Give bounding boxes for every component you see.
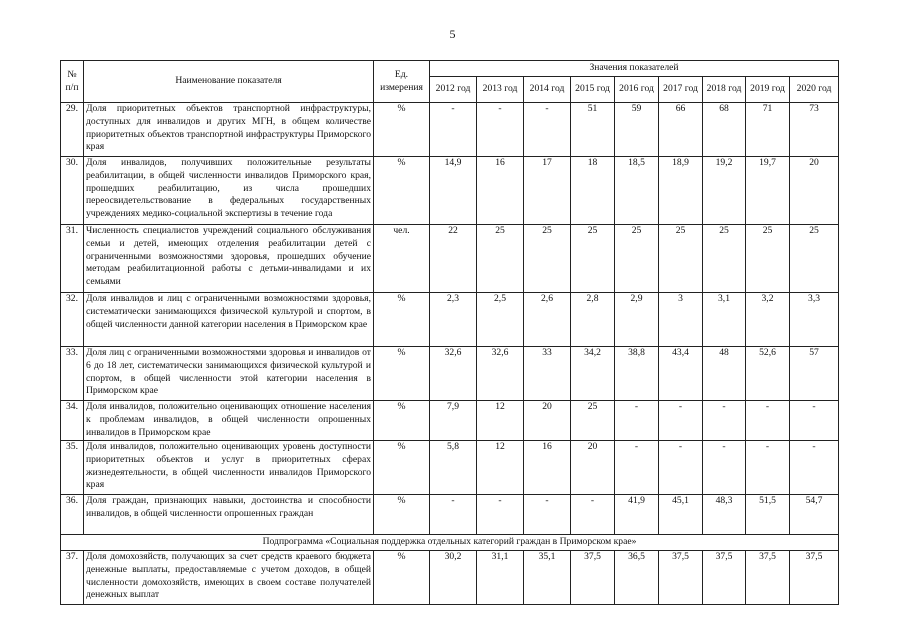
value-cell: - bbox=[477, 495, 524, 535]
value-cell: 25 bbox=[524, 225, 571, 293]
table-row bbox=[61, 441, 839, 495]
value-cell: 51,5 bbox=[746, 495, 790, 535]
table-row bbox=[61, 401, 839, 441]
header-year: 2020 год bbox=[790, 77, 839, 103]
table-row bbox=[61, 157, 839, 225]
value-cell: 3 bbox=[659, 293, 703, 347]
table-row bbox=[61, 347, 839, 401]
value-cell: 16 bbox=[524, 441, 571, 495]
row-number: 35. bbox=[61, 441, 84, 495]
header-name: Наименование показателя bbox=[84, 61, 374, 103]
value-cell: 37,5 bbox=[790, 551, 839, 605]
value-cell: 16 bbox=[477, 157, 524, 225]
indicator-name: Доля приоритетных объектов транспортной инфраструктуры, доступных для инвалидов и других МГН, в общем количестве приоритетных объектов транспортной инфраструктуры Приморского края bbox=[84, 103, 374, 157]
value-cell: 32,6 bbox=[477, 347, 524, 401]
value-cell: 36,5 bbox=[615, 551, 659, 605]
value-cell: - bbox=[524, 495, 571, 535]
unit-cell: % bbox=[374, 103, 430, 157]
value-cell: 2,5 bbox=[477, 293, 524, 347]
value-cell: - bbox=[746, 401, 790, 441]
value-cell: 48,3 bbox=[703, 495, 746, 535]
value-cell: 25 bbox=[746, 225, 790, 293]
value-cell: - bbox=[430, 103, 477, 157]
value-cell: 18,9 bbox=[659, 157, 703, 225]
value-cell: 41,9 bbox=[615, 495, 659, 535]
header-year: 2015 год bbox=[571, 77, 615, 103]
indicator-name: Доля инвалидов, получивших положительные результаты реабилитации, в общей численности инвалидов Приморского края, прошедших реабилитацию, из числа прошедших переосвидетельствование в федеральных государственных учреждениях медико-социальной экспертизы в течение года bbox=[84, 157, 374, 225]
value-cell: 17 bbox=[524, 157, 571, 225]
unit-cell: % bbox=[374, 293, 430, 347]
header-year: 2013 год bbox=[477, 77, 524, 103]
value-cell: 66 bbox=[659, 103, 703, 157]
unit-cell: % bbox=[374, 551, 430, 605]
row-number: 34. bbox=[61, 401, 84, 441]
value-cell: 32,6 bbox=[430, 347, 477, 401]
value-cell: 2,3 bbox=[430, 293, 477, 347]
value-cell: - bbox=[659, 441, 703, 495]
indicator-name: Доля домохозяйств, получающих за счет средств краевого бюджета денежные выплаты, предоставляемые с учетом доходов, в общей численности домохозяйств, имеющих в своем составе получателей денежных выплат bbox=[84, 551, 374, 605]
value-cell: 3,3 bbox=[790, 293, 839, 347]
value-cell: 3,1 bbox=[703, 293, 746, 347]
table-row bbox=[61, 293, 839, 347]
value-cell: - bbox=[430, 495, 477, 535]
value-cell: 25 bbox=[790, 225, 839, 293]
table-row bbox=[61, 495, 839, 535]
indicator-name: Доля граждан, признающих навыки, достоинства и способности инвалидов, в общей численности опрошенных граждан bbox=[84, 495, 374, 535]
value-cell: 73 bbox=[790, 103, 839, 157]
indicator-name: Доля инвалидов и лиц с ограниченными возможностями здоровья, систематически занимающихся физической культурой и спортом, в общей численности данной категории населения в Приморском крае bbox=[84, 293, 374, 347]
value-cell: - bbox=[703, 441, 746, 495]
value-cell: 37,5 bbox=[659, 551, 703, 605]
unit-cell: чел. bbox=[374, 225, 430, 293]
value-cell: 34,2 bbox=[571, 347, 615, 401]
value-cell: - bbox=[615, 401, 659, 441]
row-number: 36. bbox=[61, 495, 84, 535]
subprogram-title: Подпрограмма «Социальная поддержка отдельных категорий граждан в Приморском крае» bbox=[61, 535, 839, 551]
value-cell: 2,9 bbox=[615, 293, 659, 347]
value-cell: 25 bbox=[477, 225, 524, 293]
value-cell: 45,1 bbox=[659, 495, 703, 535]
value-cell: 5,8 bbox=[430, 441, 477, 495]
table-row bbox=[61, 103, 839, 157]
value-cell: 25 bbox=[571, 401, 615, 441]
indicators-table bbox=[60, 60, 839, 605]
value-cell: 37,5 bbox=[571, 551, 615, 605]
value-cell: 19,7 bbox=[746, 157, 790, 225]
value-cell: 68 bbox=[703, 103, 746, 157]
indicator-name: Доля лиц с ограниченными возможностями здоровья и инвалидов от 6 до 18 лет, систематически занимающихся физической культурой и спортом, в общей численности этой категории населения в Приморском крае bbox=[84, 347, 374, 401]
value-cell: 18,5 bbox=[615, 157, 659, 225]
value-cell: 30,2 bbox=[430, 551, 477, 605]
header-unit: Ед. измерения bbox=[374, 61, 430, 103]
value-cell: 59 bbox=[615, 103, 659, 157]
value-cell: 33 bbox=[524, 347, 571, 401]
value-cell: 20 bbox=[790, 157, 839, 225]
value-cell: - bbox=[477, 103, 524, 157]
value-cell: 20 bbox=[524, 401, 571, 441]
value-cell: 35,1 bbox=[524, 551, 571, 605]
page-number: 5 bbox=[449, 27, 456, 41]
row-number: 33. bbox=[61, 347, 84, 401]
table-row bbox=[61, 225, 839, 293]
indicator-name: Численность специалистов учреждений социального обслуживания семьи и детей, имеющих отделения реабилитации детей с ограниченными возможностями здоровья, прошедших обучение методам реабилитационной работы с детьми-инвалидами и их семьями bbox=[84, 225, 374, 293]
value-cell: 7,9 bbox=[430, 401, 477, 441]
value-cell: - bbox=[659, 401, 703, 441]
row-number: 32. bbox=[61, 293, 84, 347]
header-year: 2014 год bbox=[524, 77, 571, 103]
value-cell: - bbox=[571, 495, 615, 535]
value-cell: - bbox=[790, 441, 839, 495]
value-cell: 38,8 bbox=[615, 347, 659, 401]
value-cell: 54,7 bbox=[790, 495, 839, 535]
value-cell: 31,1 bbox=[477, 551, 524, 605]
value-cell: 57 bbox=[790, 347, 839, 401]
value-cell: 2,8 bbox=[571, 293, 615, 347]
value-cell: - bbox=[615, 441, 659, 495]
value-cell: 51 bbox=[571, 103, 615, 157]
value-cell: 19,2 bbox=[703, 157, 746, 225]
unit-cell: % bbox=[374, 157, 430, 225]
value-cell: 2,6 bbox=[524, 293, 571, 347]
header-year: 2017 год bbox=[659, 77, 703, 103]
value-cell: - bbox=[746, 441, 790, 495]
header-values-title: Значения показателей bbox=[430, 61, 839, 77]
value-cell: 43,4 bbox=[659, 347, 703, 401]
indicator-name: Доля инвалидов, положительно оценивающих отношение населения к проблемам инвалидов, в общей численности опрошенных инвалидов в Приморском крае bbox=[84, 401, 374, 441]
value-cell: - bbox=[790, 401, 839, 441]
unit-cell: % bbox=[374, 401, 430, 441]
value-cell: 25 bbox=[703, 225, 746, 293]
header-year: 2019 год bbox=[746, 77, 790, 103]
value-cell: 37,5 bbox=[746, 551, 790, 605]
subprogram-row bbox=[61, 535, 839, 551]
header-num: № п/п bbox=[61, 61, 84, 103]
unit-cell: % bbox=[374, 347, 430, 401]
value-cell: 22 bbox=[430, 225, 477, 293]
header-year: 2012 год bbox=[430, 77, 477, 103]
value-cell: 3,2 bbox=[746, 293, 790, 347]
row-number: 37. bbox=[61, 551, 84, 605]
header-year: 2018 год bbox=[703, 77, 746, 103]
value-cell: 25 bbox=[615, 225, 659, 293]
header-year: 2016 год bbox=[615, 77, 659, 103]
value-cell: 12 bbox=[477, 401, 524, 441]
value-cell: 25 bbox=[571, 225, 615, 293]
row-number: 31. bbox=[61, 225, 84, 293]
value-cell: 48 bbox=[703, 347, 746, 401]
value-cell: 18 bbox=[571, 157, 615, 225]
table-row bbox=[61, 551, 839, 605]
value-cell: 20 bbox=[571, 441, 615, 495]
value-cell: 25 bbox=[659, 225, 703, 293]
row-number: 30. bbox=[61, 157, 84, 225]
value-cell: 12 bbox=[477, 441, 524, 495]
value-cell: 14,9 bbox=[430, 157, 477, 225]
value-cell: 37,5 bbox=[703, 551, 746, 605]
value-cell: 71 bbox=[746, 103, 790, 157]
unit-cell: % bbox=[374, 495, 430, 535]
value-cell: - bbox=[524, 103, 571, 157]
unit-cell: % bbox=[374, 441, 430, 495]
value-cell: - bbox=[703, 401, 746, 441]
value-cell: 52,6 bbox=[746, 347, 790, 401]
indicator-name: Доля инвалидов, положительно оценивающих уровень доступности приоритетных объектов и услуг в приоритетных сферах жизнедеятельности, в общей численности инвалидов Приморского края bbox=[84, 441, 374, 495]
row-number: 29. bbox=[61, 103, 84, 157]
